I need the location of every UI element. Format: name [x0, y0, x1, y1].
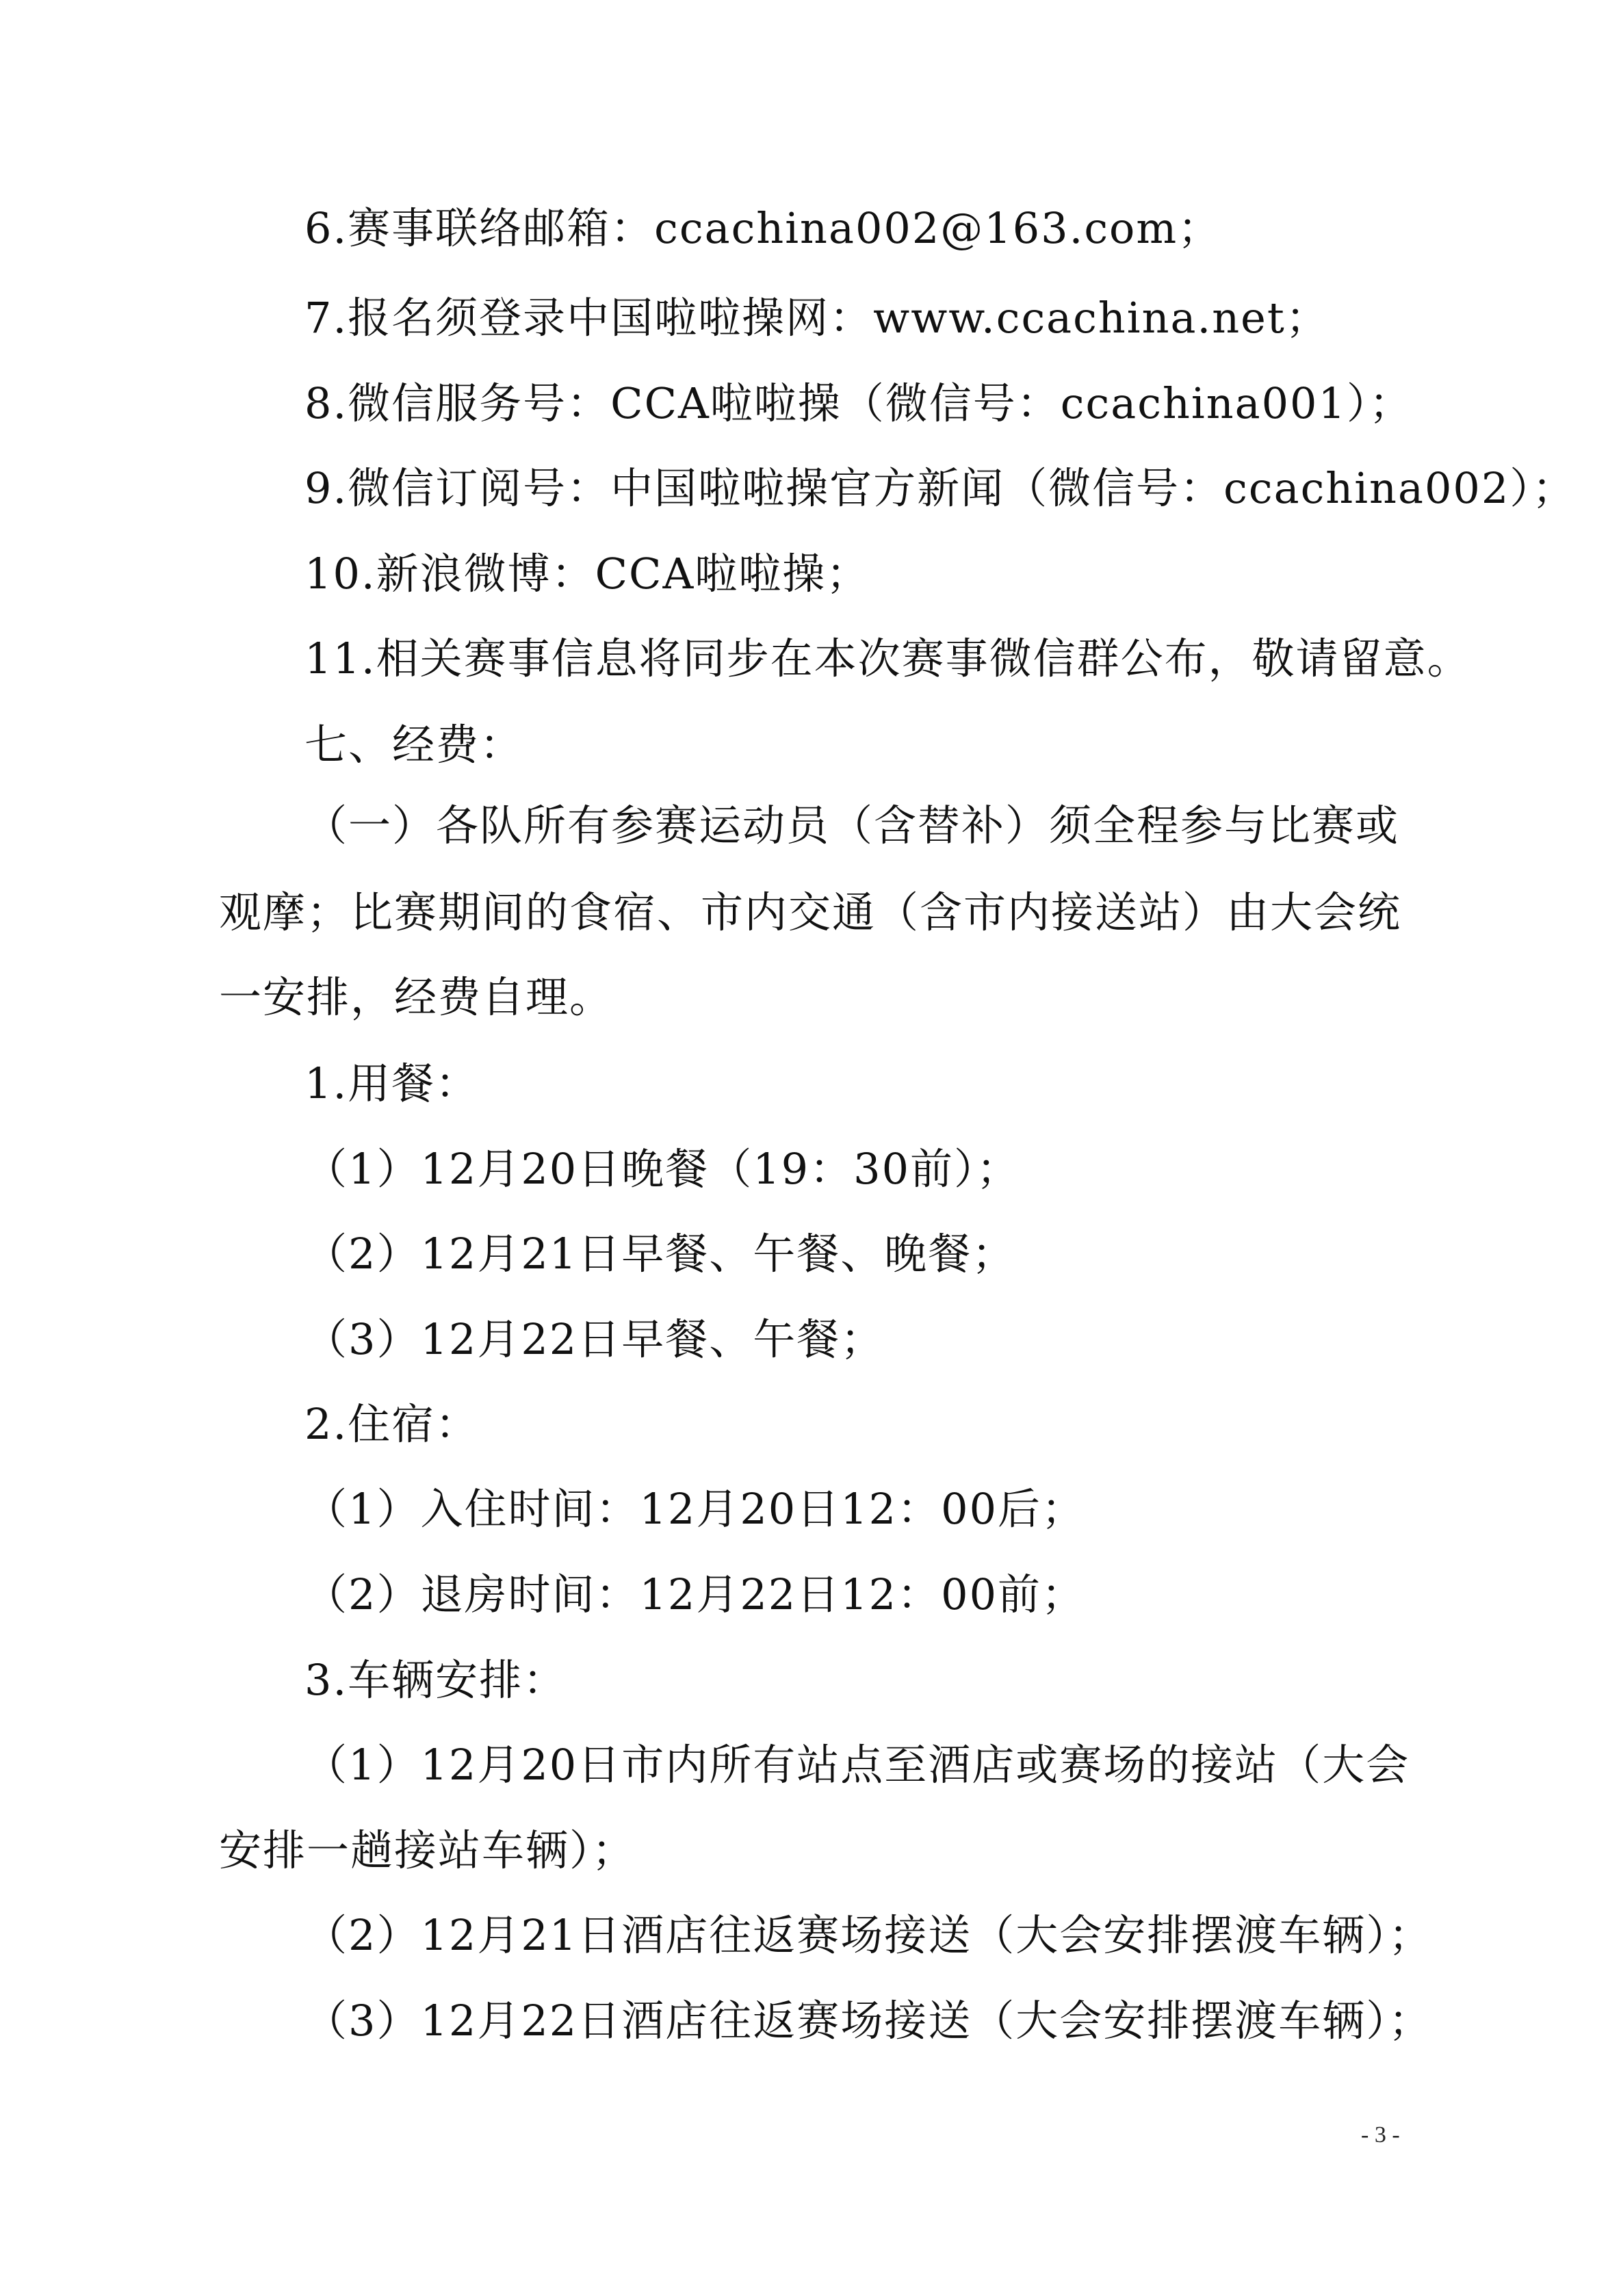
- expenses-paragraph-line-2: 观摩；比赛期间的食宿、市内交通（含市内接送站）由大会统: [219, 887, 1402, 937]
- vehicle-item-1-line-2: 安排一趟接站车辆）；: [219, 1825, 636, 1875]
- accommodation-item-2: （2）退房时间：12月22日12：00前；: [304, 1569, 1086, 1619]
- meals-heading: 1.用餐：: [304, 1058, 480, 1108]
- vehicle-item-2: （2）12月21日酒店往返赛场接送（大会安排摆渡车辆）；: [304, 1910, 1433, 1960]
- accommodation-heading: 2.住宿：: [304, 1399, 480, 1449]
- accommodation-item-1: （1）入住时间：12月20日12：00后；: [304, 1484, 1086, 1534]
- wechat-group-notice-line: 11.相关赛事信息将同步在本次赛事微信群公布，敬请留意。: [304, 634, 1471, 683]
- vehicle-item-3: （3）12月22日酒店往返赛场接送（大会安排摆渡车辆）；: [304, 1996, 1433, 2046]
- meal-item-1: （1）12月20日晚餐（19：30前）；: [304, 1144, 1021, 1194]
- meal-item-3: （3）12月22日早餐、午餐；: [304, 1314, 885, 1364]
- registration-site-line: 7.报名须登录中国啦啦操网：www.ccachina.net；: [304, 293, 1330, 343]
- weibo-line: 10.新浪微博：CCA啦啦操；: [304, 549, 870, 599]
- section-heading-expenses: 七、经费：: [304, 720, 524, 770]
- contact-email-line: 6.赛事联络邮箱：ccachina002@163.com；: [304, 203, 1222, 253]
- meal-item-2: （2）12月21日早餐、午餐、晚餐；: [304, 1229, 1016, 1279]
- expenses-paragraph-line-1: （一）各队所有参赛运动员（含替补）须全程参与比赛或: [304, 800, 1400, 850]
- vehicle-heading: 3.车辆安排：: [304, 1655, 567, 1705]
- wechat-service-line: 8.微信服务号：CCA啦啦操（微信号：ccachina001）；: [304, 378, 1413, 428]
- page-number: - 3 -: [1361, 2122, 1400, 2148]
- expenses-paragraph-line-3: 一安排，经费自理。: [219, 972, 614, 1022]
- wechat-subscription-line: 9.微信订阅号：中国啦啦操官方新闻（微信号：ccachina002）；: [304, 463, 1577, 513]
- vehicle-item-1-line-1: （1）12月20日市内所有站点至酒店或赛场的接站（大会: [304, 1740, 1410, 1790]
